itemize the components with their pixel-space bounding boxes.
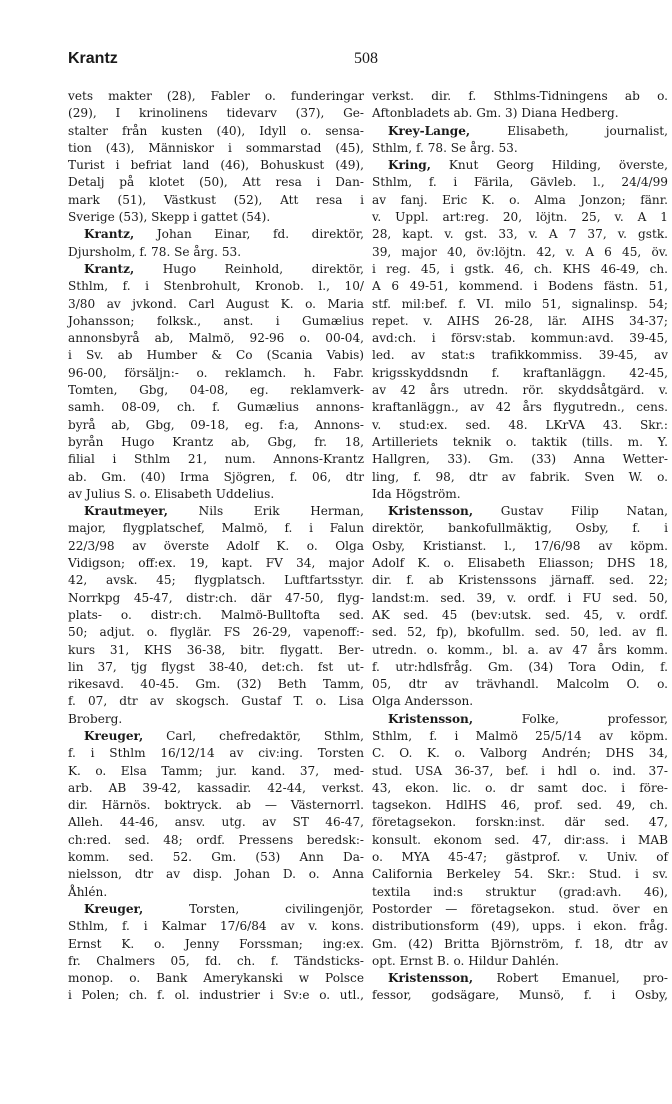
entry-text-line: i reg. 45, i gstk. 46, ch. KHS 46-49, ch.	[372, 261, 668, 276]
entry-text-line: v. stud:ex. sed. 48. LKrVA 43. Skr.:	[372, 417, 668, 432]
entry-text-line: samh. 08-09, ch. f. Gumælius annons-	[68, 400, 364, 415]
entry-text-line: monop. o. Bank Amerykanski w Polsce	[68, 971, 364, 986]
entry-text-line: opt. Ernst B. o. Hildur Dahlén.	[372, 953, 560, 968]
entry-text-line: vets makter (28), Fabler o. funderingar	[68, 89, 364, 103]
entry-text-line: sed. 52, fp), bkofullm. sed. 50, led. av fl.	[372, 625, 668, 640]
entry-text-line: repet. v. AIHS 26-28, lär. AIHS 34-37;	[372, 313, 668, 328]
entry-text-line: konsult. ekonom sed. 47, dir:ass. i MAB	[372, 832, 668, 847]
entry-headword-line: Kring, Knut Georg Hilding, överste,	[388, 158, 668, 173]
entry-text-line: byrån Hugo Krantz ab, Gbg, fr. 18,	[68, 434, 364, 449]
entry-text-line: Alleh. 44-46, ansv. utg. av ST 46-47,	[68, 815, 364, 830]
entry-text-line: major, flygplatschef, Malmö, f. i Falun	[68, 521, 364, 536]
left-column	[68, 88, 364, 1005]
entry-text-line: annonsbyrå ab, Malmö, 92-96 o. 00-04,	[68, 331, 364, 346]
entry-text-line: Johansson; folksk., anst. i Gumælius	[68, 313, 364, 328]
entry-text-line: 50; adjut. o. flyglär. FS 26-29, vapenoff:-	[68, 625, 364, 640]
entry-text-line: A 6 49-51, kommend. i Bodens fästn. 51,	[372, 279, 668, 294]
entry-text-line: 42, avsk. 45; flygplatsch. Luftfartsstyr.	[68, 573, 364, 588]
entry-text-line: lin 37, tjg flygst 38-40, det:ch. fst ut-	[68, 659, 364, 674]
entry-text-line: f. 07, dtr av skogsch. Gustaf T. o. Lisa	[68, 694, 364, 709]
entry-text-line: stalter från kusten (40), Idyll o. sensa-	[68, 123, 364, 138]
entry-headword-line: Krautmeyer, Nils Erik Herman,	[84, 504, 364, 519]
running-head: Krantz	[68, 50, 118, 67]
entry-text-line: K. o. Elsa Tamm; jur. kand. 37, med-	[68, 763, 364, 778]
entry-text-line: 96-00, försäljn:- o. reklamch. h. Fabr.	[68, 365, 364, 380]
entry-headword-line: Kristensson, Gustav Filip Natan,	[388, 504, 668, 519]
entry-text-line: 05, dtr av trävhandl. Malcolm O. o.	[372, 677, 668, 692]
entry-text-line: Djursholm, f. 78. Se årg. 53.	[68, 244, 242, 259]
page-header	[68, 50, 648, 74]
entry-text-line: Detalj på klotet (50), Att resa i Dan-	[68, 175, 364, 190]
entry-headword-line: Krantz, Hugo Reinhold, direktör,	[84, 261, 364, 276]
entry-text-line: 43, ekon. lic. o. dr samt doc. i före-	[372, 780, 668, 795]
entry-text-line: (29), I krinolinens tidevarv (37), Ge-	[68, 106, 364, 121]
entry-text-line: utredn. o. komm., bl. a. av 47 års komm.	[372, 642, 668, 657]
entry-text-line: Sthlm, f. i Färila, Gävleb. l., 24/4/99	[372, 175, 668, 190]
entry-text-line: AK sed. 45 (bev:utsk. sed. 45, v. ordf.	[372, 607, 668, 622]
entry-text-line: C. O. K. o. Valborg Andrén; DHS 34,	[372, 746, 668, 761]
entry-text-line: Postorder — företagsekon. stud. över en	[372, 901, 668, 916]
entry-text-line: 39, major 40, öv:löjtn. 42, v. A 6 45, öv.	[372, 244, 668, 259]
entry-text-line: fr. Chalmers 05, fd. ch. f. Tändsticks-	[68, 953, 364, 968]
entry-text-line: o. MYA 45-47; gästprof. v. Univ. of	[372, 850, 668, 865]
entry-text-line: av Julius S. o. Elisabeth Uddelius.	[68, 486, 275, 501]
entry-text-line: avd:ch. i försv:stab. kommun:avd. 39-45,	[372, 331, 668, 346]
entry-text-line: 3/80 av jvkond. Carl August K. o. Maria	[68, 296, 364, 311]
entry-text-line: Gm. (42) Britta Björnström, f. 18, dtr av	[372, 936, 668, 951]
entry-text-line: direktör, bankofullmäktig, Osby, f. i	[372, 521, 668, 536]
entry-text-line: stud. USA 36-37, bef. i hdl o. ind. 37-	[372, 763, 668, 778]
entry-text-line: California Berkeley 54. Skr.: Stud. i sv.	[372, 867, 668, 882]
entry-text-line: företagsekon. forskn:inst. där sed. 47,	[372, 815, 668, 830]
entry-text-line: i Polen; ch. f. ol. industrier i Sv:e o. utl.,	[68, 988, 364, 1003]
entry-text-line: ab. Gm. (40) Irma Sjögren, f. 06, dtr	[68, 469, 364, 484]
entry-text-line: distributionsform (49), upps. i ekon. fråg.	[372, 919, 668, 934]
entry-text-line: filial i Sthlm 21, num. Annons-Krantz	[68, 452, 364, 467]
entry-text-line: arb. AB 39-42, kassadir. 42-44, verkst.	[68, 780, 364, 795]
entry-text-line: Vidigson; off:ex. 19, kapt. FV 34, major	[68, 556, 364, 571]
entry-text-line: Artilleriets teknik o. taktik (tills. m. Y.	[372, 434, 668, 449]
page-number: 508	[354, 50, 378, 67]
entry-text-line: komm. sed. 52. Gm. (53) Ann Da-	[68, 850, 364, 865]
entry-text-line: Ernst K. o. Jenny Forssman; ing:ex.	[68, 936, 364, 951]
entry-text-line: rikesavd. 40-45. Gm. (32) Beth Tamm,	[68, 677, 364, 692]
entry-text-line: Hallgren, 33). Gm. (33) Anna Wetter-	[372, 452, 668, 467]
entry-text-line: mark (51), Västkust (52), Att resa i	[68, 192, 364, 207]
entry-text-line: krigsskyddsndn f. kraftanläggn. 42-45,	[372, 365, 668, 380]
entry-headword-line: Kreuger, Torsten, civilingenjör,	[84, 901, 364, 916]
entry-text-line: plats- o. distr:ch. Malmö-Bulltofta sed.	[68, 607, 364, 622]
entry-headword-line: Kristensson, Robert Emanuel, pro-	[388, 971, 668, 986]
entry-text-line: Tomten, Gbg, 04-08, eg. reklamverk-	[68, 383, 364, 398]
entry-text-line: Åhlén.	[68, 884, 108, 899]
entry-headword-line: Kreuger, Carl, chefredaktör, Sthlm,	[84, 728, 364, 743]
entry-text-line: f. i Sthlm 16/12/14 av civ:ing. Torsten	[68, 746, 364, 761]
entry-text-line: byrå ab, Gbg, 09-18, eg. f:a, Annons-	[68, 417, 364, 432]
entry-text-line: verkst. dir. f. Sthlms-Tidningens ab o.	[372, 89, 668, 103]
entry-text-line: av 42 års utredn. rör. skyddsåtgärd. v.	[372, 383, 668, 398]
entry-text-line: textila ind:s struktur (grad:avh. 46),	[372, 884, 668, 899]
entry-text-line: tagsekon. HdlHS 46, prof. sed. 49, ch.	[372, 798, 668, 813]
entry-text-line: kraftanläggn., av 42 års flygutredn., cens.	[372, 400, 668, 415]
entry-text-line: landst:m. sed. 39, v. ordf. i FU sed. 50,	[372, 590, 668, 605]
entry-text-line: fessor, godsägare, Munsö, f. i Osby,	[372, 988, 668, 1003]
right-column	[372, 88, 668, 1005]
entry-text-line: Norrkpg 45-47, distr:ch. där 47-50, flyg-	[68, 590, 364, 605]
entry-text-line: tion (43), Människor i sommarstad (45),	[68, 140, 364, 155]
entry-text-line: f. utr:hdlsfråg. Gm. (34) Tora Odin, f.	[372, 659, 668, 674]
entry-text-line: Sthlm, f. i Stenbrohult, Kronob. l., 10/	[68, 279, 364, 294]
entry-text-line: 22/3/98 av överste Adolf K. o. Olga	[68, 538, 364, 553]
entry-text-line: Turist i befriat land (46), Bohuskust (49),	[68, 158, 364, 173]
entry-text-line: Olga Andersson.	[372, 694, 474, 709]
entry-headword-line: Krantz, Johan Einar, fd. direktör,	[84, 227, 364, 242]
entry-headword-line: Kristensson, Folke, professor,	[388, 711, 668, 726]
entry-text-line: Aftonbladets ab. Gm. 3) Diana Hedberg.	[372, 106, 619, 121]
entry-text-line: Broberg.	[68, 711, 123, 726]
entry-text-line: Sverige (53), Skepp i gattet (54).	[68, 210, 271, 225]
entry-text-line: dir. Härnös. boktryck. ab — Västernorrl.	[68, 798, 364, 813]
entry-text-line: led. av stat:s trafikkommiss. 39-45, av	[372, 348, 668, 363]
entry-text-line: dir. f. ab Kristenssons järnaff. sed. 22;	[372, 573, 668, 588]
entry-text-line: stf. mil:bef. f. VI. milo 51, signalinsp. 54;	[372, 296, 668, 311]
entry-text-line: v. Uppl. art:reg. 20, löjtn. 25, v. A 1	[372, 210, 668, 225]
entry-headword-line: Krey-Lange, Elisabeth, journalist,	[388, 123, 668, 138]
entry-text-line: Sthlm, f. i Malmö 25/5/14 av köpm.	[372, 728, 668, 743]
entry-text-line: Osby, Kristianst. l., 17/6/98 av köpm.	[372, 538, 668, 553]
entry-text-line: nielsson, dtr av disp. Johan D. o. Anna	[68, 867, 364, 882]
entry-text-line: kurs 31, KHS 36-38, bitr. flygatt. Ber-	[68, 642, 364, 657]
entry-text-line: 28, kapt. v. gst. 33, v. A 7 37, v. gstk.	[372, 227, 668, 242]
entry-text-line: Ida Högström.	[372, 486, 461, 501]
entry-text-line: i Sv. ab Humber & Co (Scania Vabis)	[68, 348, 364, 363]
entry-text-line: ch:red. sed. 48; ordf. Pressens beredsk:-	[68, 832, 364, 847]
entry-text-line: Adolf K. o. Elisabeth Eliasson; DHS 18,	[372, 556, 668, 571]
entry-text-line: Sthlm, f. i Kalmar 17/6/84 av v. kons.	[68, 919, 364, 934]
entry-text-line: av fanj. Eric K. o. Alma Jonzon; fänr.	[372, 192, 668, 207]
entry-text-line: ling, f. 98, dtr av fabrik. Sven W. o.	[372, 469, 668, 484]
entry-text-line: Sthlm, f. 78. Se årg. 53.	[372, 140, 518, 155]
